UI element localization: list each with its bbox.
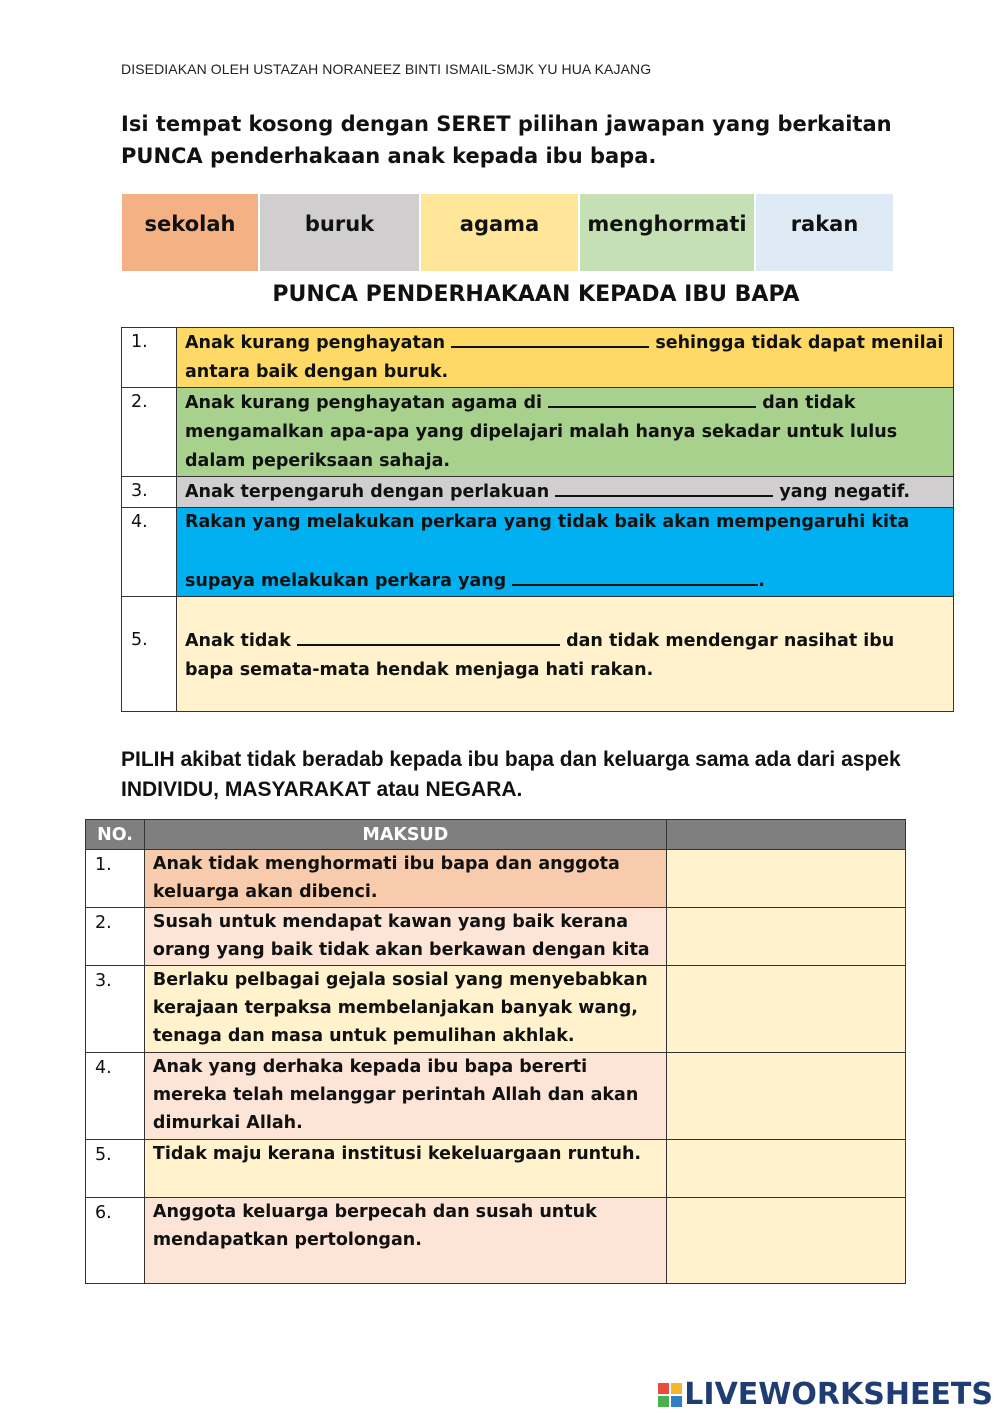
table-row	[86, 850, 906, 908]
header-no: NO.	[86, 820, 145, 850]
word-option-menghormati[interactable]: menghormati	[580, 194, 756, 271]
answer-select[interactable]	[666, 850, 905, 908]
table-row	[122, 508, 954, 597]
row-text: Berlaku pelbagai gejala sosial yang menyebabkan kerajaan terpaksa membelanjakan banyak wang, tenaga dan masa untuk pemulihan akhlak.	[144, 966, 666, 1053]
drop-blank[interactable]	[548, 388, 756, 408]
answer-select[interactable]	[666, 1198, 905, 1284]
word-option-agama[interactable]: agama	[421, 194, 580, 271]
logo-icon	[658, 1383, 682, 1407]
table-row	[122, 477, 954, 508]
row-text	[177, 508, 954, 597]
sentence-part: dan tidak mengamalkan apa-apa yang dipelajari malah hanya sekadar untuk lulus dalam peperiksaan sahaja.	[185, 393, 898, 471]
drop-blank[interactable]	[555, 477, 773, 497]
sentence-part: dan tidak mendengar nasihat ibu bapa semata-mata hendak menjaga hati rakan.	[185, 631, 895, 680]
sentence-part: Anak kurang penghayatan	[185, 333, 446, 353]
table-row	[86, 1198, 906, 1284]
answer-select[interactable]	[666, 966, 905, 1053]
drop-blank[interactable]	[512, 566, 758, 586]
row-number: 2.	[122, 388, 177, 477]
row-text: Susah untuk mendapat kawan yang baik kerana orang yang baik tidak akan berkawan dengan kita	[144, 908, 666, 966]
logo-text: LIVEWORKSHEETS	[684, 1377, 993, 1412]
table-row	[86, 1053, 906, 1140]
table-row	[86, 908, 906, 966]
sentence-part: .	[758, 571, 765, 591]
word-option-buruk[interactable]: buruk	[260, 194, 421, 271]
row-text	[177, 388, 954, 477]
header-answer	[666, 820, 905, 850]
word-bank	[122, 194, 893, 271]
answer-select[interactable]	[666, 1140, 905, 1198]
row-text: Anggota keluarga berpecah dan susah untuk mendapatkan pertolongan.	[144, 1198, 666, 1284]
row-number: 5.	[86, 1140, 145, 1198]
sentence-part: Anak kurang penghayatan agama di	[185, 393, 543, 413]
table-row	[122, 597, 954, 712]
row-text	[177, 477, 954, 508]
row-number: 2.	[86, 908, 145, 966]
consequences-table	[85, 819, 906, 1284]
word-option-sekolah[interactable]: sekolah	[122, 194, 260, 271]
sentence-part: sehingga tidak dapat menilai antara baik dengan buruk.	[185, 333, 944, 382]
drop-blank[interactable]	[451, 328, 649, 348]
row-number: 3.	[86, 966, 145, 1053]
causes-table	[121, 327, 954, 712]
section1-title: PUNCA PENDERHAKAAN KEPADA IBU BAPA	[272, 282, 800, 307]
word-option-rakan[interactable]: rakan	[756, 194, 893, 271]
sentence-part: Rakan yang melakukan perkara yang tidak baik akan mempengaruhi kita	[185, 512, 910, 532]
table-row	[122, 388, 954, 477]
row-text	[177, 328, 954, 388]
row-number: 5.	[122, 597, 177, 712]
row-number: 3.	[122, 477, 177, 508]
liveworksheets-logo	[658, 1377, 993, 1412]
row-number: 4.	[122, 508, 177, 597]
sentence-part: supaya melakukan perkara yang	[185, 571, 507, 591]
drop-blank[interactable]	[297, 626, 560, 646]
table-header-row	[86, 820, 906, 850]
sentence-part: yang negatif.	[779, 482, 911, 502]
section2-instruction: PILIH akibat tidak beradab kepada ibu bapa dan keluarga sama ada dari aspek INDIVIDU, MASYARAKAT atau NEGARA.	[121, 748, 901, 801]
section1-instruction: Isi tempat kosong dengan SERET pilihan jawapan yang berkaitan PUNCA penderhakaan anak kepada ibu bapa.	[121, 112, 892, 168]
row-number: 6.	[86, 1198, 145, 1284]
sentence-part: Anak terpengaruh dengan perlakuan	[185, 482, 550, 502]
row-number: 4.	[86, 1053, 145, 1140]
row-text: Tidak maju kerana institusi kekeluargaan runtuh.	[144, 1140, 666, 1198]
table-row	[122, 328, 954, 388]
row-text: Anak tidak menghormati ibu bapa dan anggota keluarga akan dibenci.	[144, 850, 666, 908]
header-maksud: MAKSUD	[144, 820, 666, 850]
answer-select[interactable]	[666, 908, 905, 966]
table-row	[86, 1140, 906, 1198]
prepared-by-header: DISEDIAKAN OLEH USTAZAH NORANEEZ BINTI ISMAIL-SMJK YU HUA KAJANG	[121, 61, 652, 77]
sentence-part: Anak tidak	[185, 631, 291, 651]
row-number: 1.	[86, 850, 145, 908]
row-text: Anak yang derhaka kepada ibu bapa bererti mereka telah melanggar perintah Allah dan akan dimurkai Allah.	[144, 1053, 666, 1140]
row-text	[177, 597, 954, 712]
answer-select[interactable]	[666, 1053, 905, 1140]
row-number: 1.	[122, 328, 177, 388]
table-row	[86, 966, 906, 1053]
